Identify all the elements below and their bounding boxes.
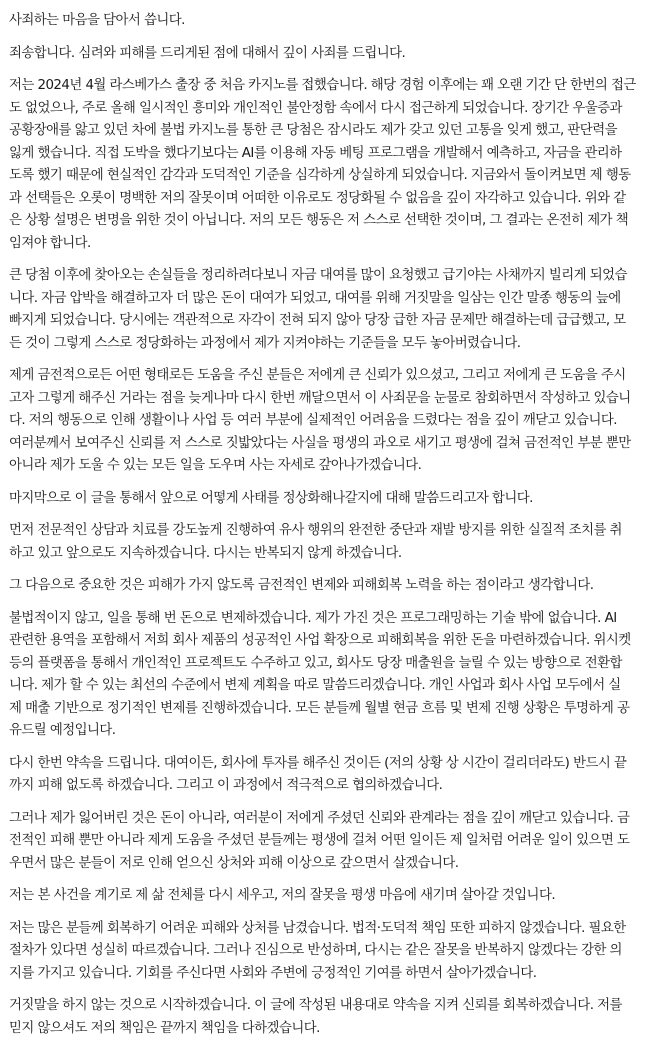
- title-line: [9, 10, 650, 33]
- plan-intro: [9, 488, 650, 511]
- text-line: 과 선택들은 오롯이 명백한 저의 잘못이며 어떠한 이유로도 정당화될 수 없음을 깊이 자각하고 있습니다. 위와 같: [9, 188, 650, 211]
- text-line: 관련한 용역을 포함해서 저희 회사 제품의 성공적인 사업 확장으로 피해회복을 위한 돈을 마련하겠습니다. 위시켓: [9, 630, 650, 653]
- background-paragraph: [9, 75, 650, 255]
- text-line: 아니라 제가 도울 수 있는 모든 일을 도우며 사는 자세로 갚아나가겠습니다.: [9, 455, 650, 478]
- text-line: 믿지 않으셔도 저의 책임은 끝까지 책임을 다하겠습니다.: [9, 1018, 650, 1040]
- text-line: 죄송합니다. 심려와 피해를 드리게된 점에 대해서 깊이 사죄를 드립니다.: [9, 43, 650, 66]
- text-line: 하고 있고 앞으로도 지속하겠습니다. 다시는 반복되지 않게 하겠습니다.: [9, 543, 650, 566]
- gratitude-paragraph: [9, 365, 650, 478]
- text-line: 사죄하는 마음을 담아서 씁니다.: [9, 10, 650, 33]
- text-line: 도록 했기 때문에 현실적인 감각과 도덕적인 기준을 심각하게 상실하게 되었습니다. 지금와서 돌이켜보면 제 행동: [9, 165, 650, 188]
- text-line: 등의 플랫폼을 통해서 개인적인 프로젝트도 수주하고 있고, 회사도 당장 매출원을 늘릴 수 있는 방향으로 전환합: [9, 653, 650, 676]
- text-line: 다시 한번 약속을 드립니다. 대여이든, 회사에 투자를 해주신 것이든 (저의 상황 상 시간이 걸리더라도) 반드시 끝: [9, 753, 650, 776]
- apology-statement: [9, 43, 650, 66]
- text-line: 그 다음으로 중요한 것은 피해가 가지 않도록 금전적인 변제와 피해회복 노력을 하는 점이라고 생각합니다.: [9, 575, 650, 598]
- text-line: 절차가 있다면 성실히 따르겠습니다. 그러나 진심으로 반성하며, 다시는 같은 잘못을 반복하지 않겠다는 강한 의: [9, 940, 650, 963]
- text-line: 불법적이지 않고, 일을 통해 번 돈으로 변제하겠습니다. 제가 가진 것은 프로그래밍하는 기술 밖에 없습니다. AI: [9, 608, 650, 631]
- rebuild-paragraph: [9, 885, 650, 908]
- text-line: 제게 금전적으로든 어떤 형태로든 도움을 주신 분들은 저에게 큰 신뢰가 있으셨고, 그리고 저에게 큰 도움을 주시: [9, 365, 650, 388]
- text-line: 빠지게 되었습니다. 당시에는 객관적으로 자각이 전혀 되지 않아 당장 급한 자금 문제만 해결하는데 급급했고, 모: [9, 310, 650, 333]
- trust-paragraph: [9, 808, 650, 876]
- text-line: 전적인 피해 뿐만 아니라 제게 도움을 주셨던 분들께는 평생에 걸쳐 어떤 일이든 제 일처럼 어려운 일이 있으면 도: [9, 830, 650, 853]
- text-line: 그러나 제가 잃어버린 것은 돈이 아니라, 여러분이 저에게 주셨던 신뢰와 관계라는 점을 깊이 깨닫고 있습니다. 금: [9, 808, 650, 831]
- responsibility-paragraph: [9, 918, 650, 986]
- promise-paragraph: [9, 753, 650, 798]
- text-line: 유드릴 예정입니다.: [9, 720, 650, 743]
- text-line: 우면서 많은 분들이 저로 인해 얻으신 상처와 피해 이상으로 갚으면서 살겠습니다.: [9, 853, 650, 876]
- text-line: 도 없었으나, 주로 올해 일시적인 흥미와 개인적인 불안정함 속에서 다시 접근하게 되었습니다. 장기간 우울증과: [9, 98, 650, 121]
- text-line: 지를 가지고 있습니다. 기회를 주신다면 사회와 주변에 긍정적인 기여를 하면서 살아가겠습니다.: [9, 963, 650, 986]
- text-line: 니다. 자금 압박을 해결하고자 더 많은 돈이 대여가 되었고, 대여를 위해 거짓말을 일삼는 인간 말종 행동의 늪에: [9, 288, 650, 311]
- closing-paragraph: [9, 995, 650, 1040]
- text-line: 든 것이 그렇게 스스로 정당화하는 과정에서 제가 지켜야하는 기준들을 모두 놓아버렸습니다.: [9, 333, 650, 356]
- text-line: 고자 그렇게 해주신 거라는 점을 늦게나마 다시 한번 깨달으면서 이 사죄문을 눈물로 참회하면서 작성하고 있습니: [9, 388, 650, 411]
- treatment-paragraph: [9, 520, 650, 565]
- text-line: 큰 당첨 이후에 찾아오는 손실들을 정리하려다보니 자금 대여를 많이 요청했고 급기야는 사채까지 빌리게 되었습: [9, 265, 650, 288]
- text-line: 제 매출 기반으로 정기적인 변제를 진행하겠습니다. 모든 분들께 월별 현금 흐름 및 변제 진행 상황은 투명하게 공: [9, 698, 650, 721]
- text-line: 니다. 제가 할 수 있는 최선의 수준에서 변제 계획을 따로 말씀드리겠습니다. 개인 사업과 회사 사업 모두에서 실: [9, 675, 650, 698]
- text-line: 마지막으로 이 글을 통해서 앞으로 어떻게 사태를 정상화해나갈지에 대해 말씀드리고자 합니다.: [9, 488, 650, 511]
- text-line: 은 상황 설명은 변명을 위한 것이 아닙니다. 저의 모든 행동은 저 스스로 선택한 것이며, 그 결과는 온전히 제가 책: [9, 210, 650, 233]
- loans-paragraph: [9, 265, 650, 355]
- text-line: 여러분께서 보여주신 신뢰를 저 스스로 짓밟았다는 사실을 평생의 과오로 새기고 평생에 걸쳐 금전적인 부분 뿐만: [9, 433, 650, 456]
- text-line: 까지 피해 없도록 하겠습니다. 그리고 이 과정에서 적극적으로 협의하겠습니다.: [9, 775, 650, 798]
- text-line: 잃게 했습니다. 직접 도박을 했다기보다는 AI를 이용해 자동 베팅 프로그램을 개발해서 예측하고, 자금을 관리하: [9, 143, 650, 166]
- text-line: 저는 많은 분들께 회복하기 어려운 피해와 상처를 남겼습니다. 법적·도덕적 책임 또한 피하지 않겠습니다. 필요한: [9, 918, 650, 941]
- restitution-intro: [9, 575, 650, 598]
- text-line: 저는 2024년 4월 라스베가스 출장 중 처음 카지노를 접했습니다. 해당 경험 이후에는 꽤 오랜 기간 단 한번의 접근: [9, 75, 650, 98]
- text-line: 다. 저의 행동으로 인해 생활이나 사업 등 여러 부분에 실제적인 어려움을 드렸다는 점을 깊이 깨닫고 있습니다.: [9, 410, 650, 433]
- text-line: 임져야 합니다.: [9, 233, 650, 256]
- text-line: 공황장애를 앓고 있던 차에 불법 카지노를 통한 큰 당첨은 잠시라도 제가 갖고 있던 고통을 잊게 했고, 판단력을: [9, 120, 650, 143]
- text-line: 먼저 전문적인 상담과 치료를 강도높게 진행하여 유사 행위의 완전한 중단과 재발 방지를 위한 실질적 조치를 취: [9, 520, 650, 543]
- text-line: 거짓말을 하지 않는 것으로 시작하겠습니다. 이 글에 작성된 내용대로 약속을 지켜 신뢰를 회복하겠습니다. 저를: [9, 995, 650, 1018]
- text-line: 저는 본 사건을 계기로 제 삶 전체를 다시 세우고, 저의 잘못을 평생 마음에 새기며 살아갈 것입니다.: [9, 885, 650, 908]
- repayment-plan-paragraph: [9, 608, 650, 743]
